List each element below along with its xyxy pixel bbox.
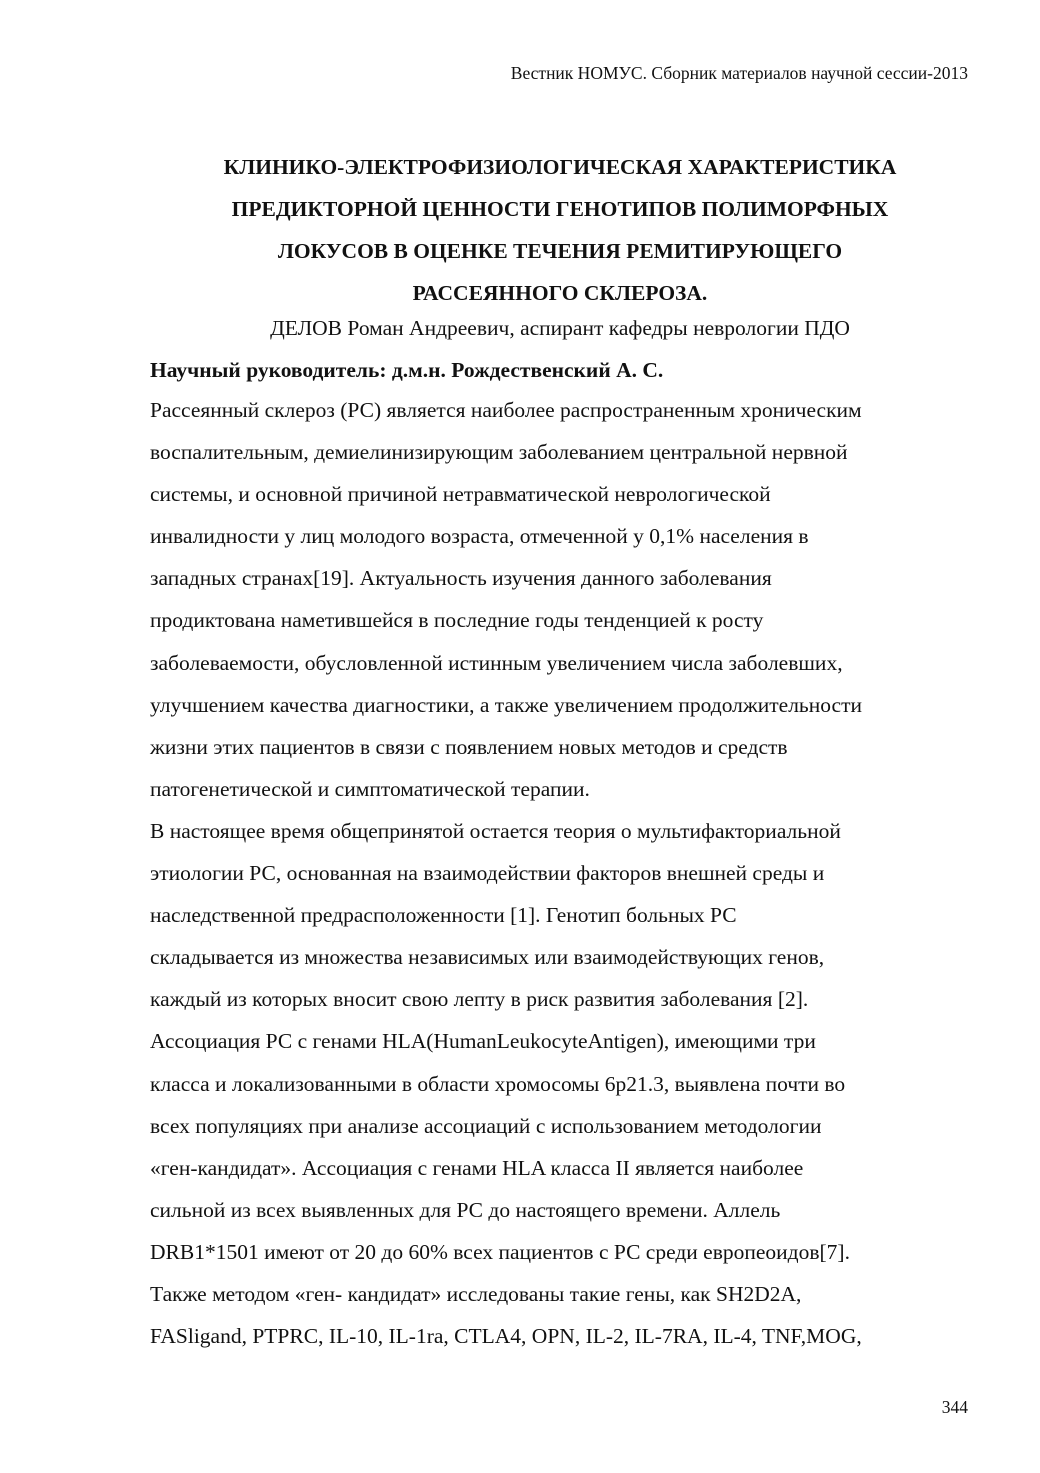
title-line: КЛИНИКО-ЭЛЕКТРОФИЗИОЛОГИЧЕСКАЯ ХАРАКТЕРИСТИКА: [223, 155, 897, 179]
body-line: Рассеянный склероз (РС) является наиболее распространенным хроническим: [150, 398, 862, 422]
body-line: заболеваемости, обусловленной истинным увеличением числа заболевших,: [150, 650, 843, 675]
author-line: ДЕЛОВ Роман Андреевич, аспирант кафедры неврологии ПДО: [270, 316, 850, 340]
body-line: жизни этих пациентов в связи с появлением новых методов и средств: [150, 734, 788, 759]
body-line: В настоящее время общепринятой остается теория о мультифакториальной: [150, 818, 841, 843]
body-line: Также методом «ген- кандидат» исследованы такие гены, как SH2D2A,: [150, 1281, 802, 1306]
body-line: складывается из множества независимых или взаимодействующих генов,: [150, 945, 825, 970]
body-line: системы, и основной причиной нетравматической неврологической: [150, 482, 771, 507]
body-line: патогенетической и симптоматической терапии.: [150, 776, 590, 801]
title-line: РАССЕЯННОГО СКЛЕРОЗА.: [412, 281, 708, 305]
title-line: ПРЕДИКТОРНОЙ ЦЕННОСТИ ГЕНОТИПОВ ПОЛИМОРФНЫХ: [231, 197, 889, 221]
body-line: улучшением качества диагностики, а также увеличением продолжительности: [150, 692, 862, 717]
article-title: [150, 146, 970, 314]
body-line: западных странах[19]. Актуальность изучения данного заболевания: [150, 566, 772, 591]
body-text: [150, 396, 980, 1364]
body-line: инвалидности у лиц молодого возраста, отмеченной у 0,1% населения в: [150, 524, 809, 549]
body-line: «ген-кандидат». Ассоциация с генами HLA класса II является наиболее: [150, 1155, 804, 1180]
supervisor-line: Научный руководитель: д.м.н. Рождественский А. С.: [150, 358, 664, 382]
page-number: 344: [941, 1397, 968, 1417]
body-line: FASligand, PTPRC, IL-10, IL-1ra, CTLA4, OPN, IL-2, IL-7RA, IL-4, TNF,MOG,: [150, 1324, 862, 1349]
body-line: продиктована наметившейся в последние годы тенденцией к росту: [150, 608, 764, 633]
body-line: воспалительным, демиелинизирующим заболеванием центральной нервной: [150, 440, 848, 465]
body-line: сильной из всех выявленных для РС до настоящего времени. Аллель: [150, 1197, 781, 1222]
body-line: наследственной предрасположенности [1]. Генотип больных РС: [150, 903, 737, 928]
body-line: класса и локализованными в области хромосомы 6p21.3, выявлена почти во: [150, 1071, 846, 1096]
body-line: DRB1*1501 имеют от 20 до 60% всех пациентов с РС среди европеоидов[7].: [150, 1239, 850, 1264]
body-line: этиологии РС, основанная на взаимодействии факторов внешней среды и: [150, 861, 825, 886]
body-line: Ассоциация РС с генами HLA(HumanLeukocyteAntigen), имеющими три: [150, 1029, 816, 1054]
title-line: ЛОКУСОВ В ОЦЕНКЕ ТЕЧЕНИЯ РЕМИТИРУЮЩЕГО: [277, 239, 843, 263]
body-line: всех популяциях при анализе ассоциаций с использованием методологии: [150, 1113, 822, 1138]
body-line: каждый из которых вносит свою лепту в риск развития заболевания [2].: [150, 987, 809, 1012]
running-header: Вестник НОМУС. Сборник материалов научной сессии-2013: [510, 63, 968, 83]
